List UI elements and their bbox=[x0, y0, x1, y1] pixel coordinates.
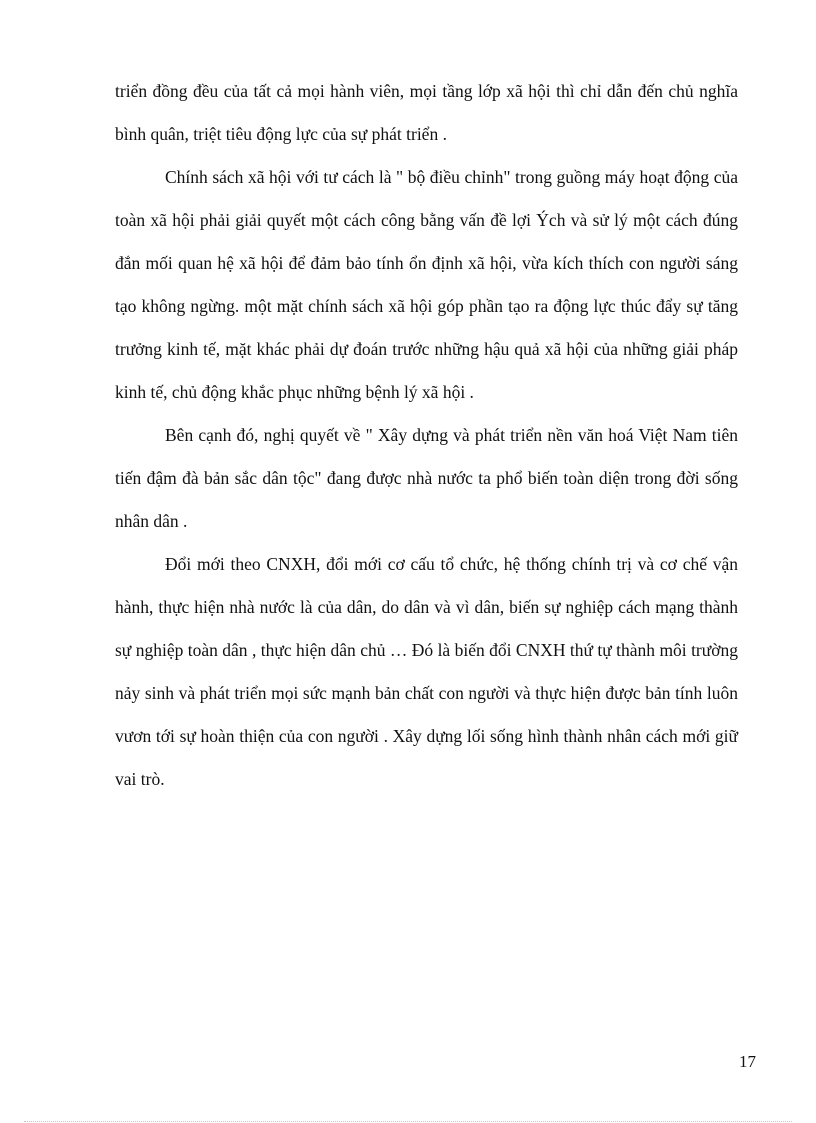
footer-divider bbox=[24, 1121, 792, 1122]
paragraph-social-policy: Chính sách xã hội với tư cách là " bộ điều chỉnh" trong guồng máy hoạt động của toàn xã hội phải giải quyết một cách công bằng vấn đề lợi Ých và sử lý một cách đúng đắn mối quan hệ xã hội để đảm bảo tính ổn định xã hội, vừa kích thích con người sáng tạo không ngừng. một mặt chính sách xã hội góp phần tạo ra động lực thúc đẩy sự tăng trưởng kinh tế, mặt khác phải dự đoán trước những hậu quả xã hội của những giải pháp kinh tế, chủ động khắc phục những bệnh lý xã hội . bbox=[115, 167, 738, 402]
paragraph-renovation: Đổi mới theo CNXH, đổi mới cơ cấu tổ chức, hệ thống chính trị và cơ chế vận hành, thực hiện nhà nước là của dân, do dân và vì dân, biến sự nghiệp cách mạng thành sự nghiệp toàn dân , thực hiện dân chủ … Đó là biến đổi CNXH thứ tự thành môi trường nảy sinh và phát triển mọi sức mạnh bản chất con người và thực hiện được bản tính luôn vươn tới sự hoàn thiện của con người . Xây dựng lối sống hình thành nhân cách mới giữ vai trò. bbox=[115, 554, 738, 789]
page-number: 17 bbox=[739, 1052, 756, 1071]
paragraph-culture-resolution: Bên cạnh đó, nghị quyết về " Xây dựng và phát triển nền văn hoá Việt Nam tiên tiến đậm đà bản sắc dân tộc" đang được nhà nước ta phổ biến toàn diện trong đời sống nhân dân . bbox=[115, 425, 738, 531]
body-text bbox=[115, 70, 738, 801]
paragraph-continuation: triển đồng đều của tất cả mọi hành viên, mọi tầng lớp xã hội thì chỉ dẫn đến chủ nghĩa bình quân, triệt tiêu động lực của sự phát triển . bbox=[115, 81, 738, 144]
